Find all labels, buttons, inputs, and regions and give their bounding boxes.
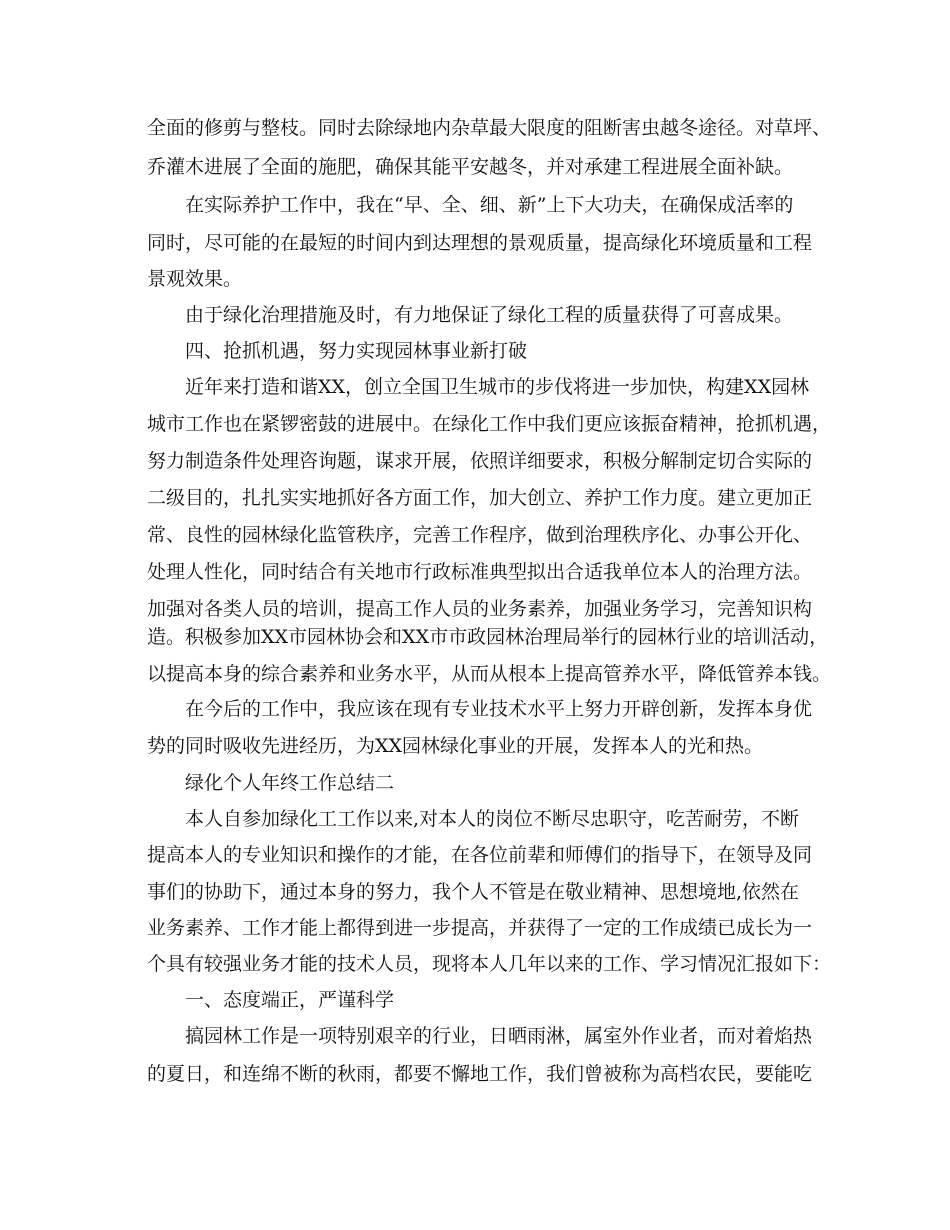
section-heading: 一、态度端正，严谨科学: [185, 989, 395, 1011]
body-text-line: 在今后的工作中，我应该在现有专业技术水平上努力开辟创新，发挥本身优: [185, 698, 813, 720]
body-text-line: 处理人性化，同时结合有关地市行政标准典型拟出合适我单位本人的治理方法。: [147, 561, 813, 583]
body-text-line: 造。积极参加XX市园林协会和XX市市政园林治理局举行的园林行业的培训活动，: [147, 626, 829, 648]
body-text-line: 努力制造条件处理咨询题，谋求开展，依照详细要求，积极分解制定切合实际的: [147, 450, 813, 472]
body-text-line: 全面的修剪与整枝。同时去除绿地内杂草最大限度的阻断害虫越冬途径。对草坪、: [147, 117, 832, 139]
body-text-line: 城市工作也在紧锣密鼓的进展中。在绿化工作中我们更应该振奋精神，抢抓机遇，: [147, 413, 832, 435]
body-text-line: 以提高本身的综合素养和业务水平，从而从根本上提高管养水平，降低管养本钱。: [147, 663, 832, 685]
section-heading: 绿化个人年终工作总结二: [185, 772, 395, 794]
body-text-line: 在实际养护工作中，我在“早、全、细、新”上下大功夫，在确保成活率的: [185, 194, 794, 216]
body-text-line: 常、良性的园林绿化监管秩序，完善工作程序，做到治理秩序化、办事公开化、: [147, 524, 813, 546]
body-text-line: 事们的协助下，通过本身的努力，我个人不管是在敬业精神、思想境地,依然在: [147, 881, 800, 903]
body-text-line: 搞园林工作是一项特别艰辛的行业，日晒雨淋，属室外作业者，而对着焰热: [185, 1025, 813, 1047]
body-text-line: 本人自参加绿化工工作以来,对本人的岗位不断尽忠职守，吃苦耐劳，不断: [185, 808, 800, 830]
body-text-line: 提高本人的专业知识和操作的才能，在各位前辈和师傅们的指导下，在领导及同: [147, 844, 813, 866]
body-text-line: 加强对各类人员的培训，提高工作人员的业务素养，加强业务学习，完善知识构: [147, 598, 813, 620]
body-text-line: 二级目的，扎扎实实地抓好各方面工作，加大创立、养护工作力度。建立更加正: [147, 487, 813, 509]
body-text-line: 景观效果。: [147, 268, 243, 290]
body-text-line: 的夏日，和连绵不断的秋雨，都要不懈地工作，我们曾被称为高档农民，要能吃: [147, 1063, 813, 1085]
body-text-line: 乔灌木进展了全面的施肥，确保其能平安越冬，并对承建工程进展全面补缺。: [147, 156, 794, 178]
section-heading: 四、抢抓机遇，努力实现园林事业新打破: [185, 340, 528, 362]
body-text-line: 势的同时吸收先进经历，为XX园林绿化事业的开展，发挥本人的光和热。: [147, 735, 764, 757]
body-text-line: 同时，尽可能的在最短的时间内到达理想的景观质量，提高绿化环境质量和工程: [147, 232, 813, 254]
body-text-line: 个具有较强业务才能的技术人员，现将本人几年以来的工作、学习情况汇报如下：: [147, 953, 832, 975]
body-text-line: 近年来打造和谐XX，创立全国卫生城市的步伐将进一步加快，构建XX园林: [185, 376, 810, 398]
body-text-line: 业务素养、工作才能上都得到进一步提高，并获得了一定的工作成绩已成长为一: [147, 917, 813, 939]
body-text-line: 由于绿化治理措施及时，有力地保证了绿化工程的质量获得了可喜成果。: [185, 304, 794, 326]
